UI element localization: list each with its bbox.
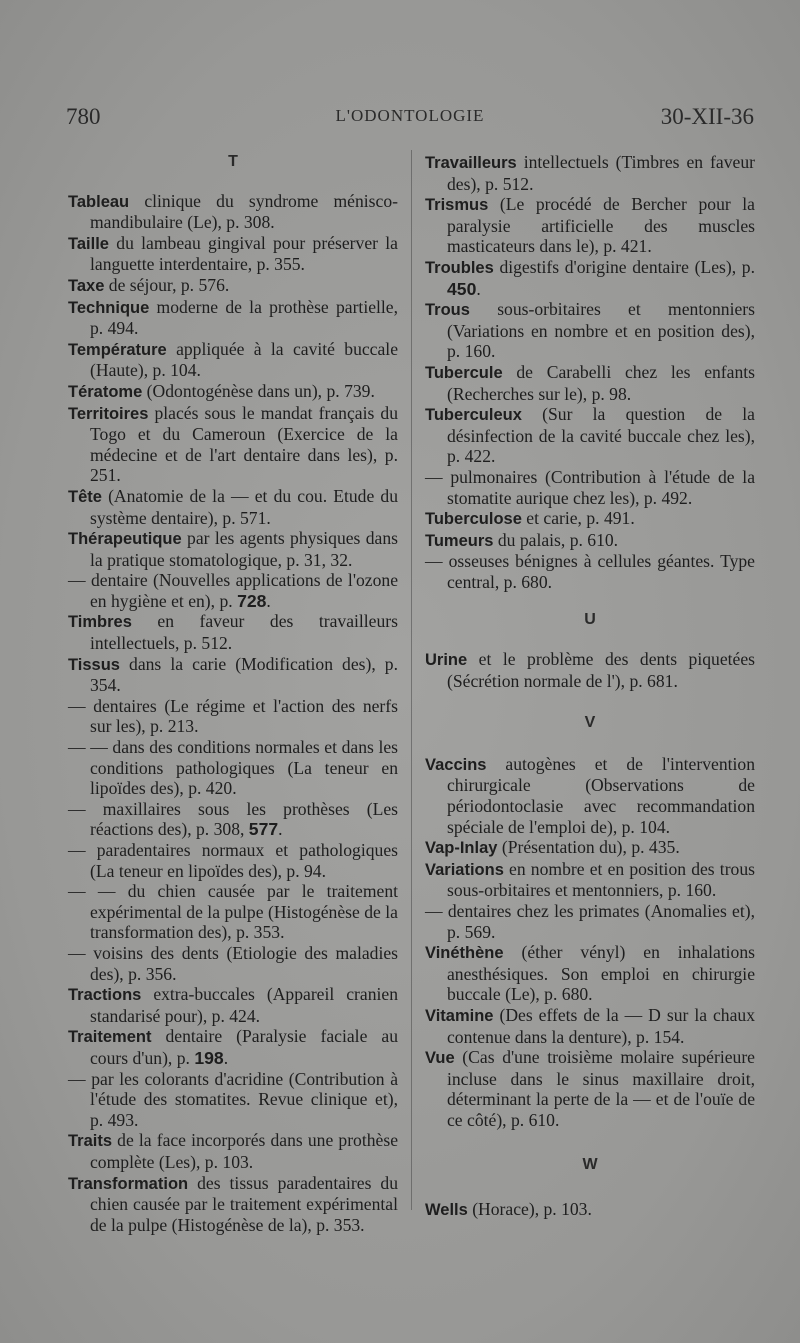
entry-text: appliquée à la cavité buccale (Haute), p. 104. — [90, 338, 398, 381]
running-header — [66, 104, 754, 134]
entry-text: de la face incorporés dans une prothèse complète (Les), p. 103. — [90, 1130, 398, 1172]
entry-text: clinique du syndrome méniscо-mandibulaire (Le), p. 308. — [90, 190, 398, 233]
index-entry — [425, 1005, 755, 1047]
entry-headword: Travailleurs — [425, 154, 517, 172]
left-column — [68, 152, 398, 1235]
entry-headword: Vaccins — [425, 755, 487, 774]
entry-headword: Tératome — [68, 382, 143, 401]
entry-text: du palais, p. 610. — [493, 529, 619, 550]
entry-headword: Urine — [425, 651, 468, 670]
entry-text: autogènes et de l'intervention chirurgicale (Observations de périodontoclasie avec recommandation spéciale de l'emploi de), p. 104. — [447, 753, 755, 837]
entry-list — [68, 191, 398, 1236]
entry-list — [425, 649, 755, 691]
entry-text: extra-buccales (Appareil cranien standarisé pour), p. 424. — [90, 984, 398, 1026]
entry-headword: Vap-Inlay — [425, 839, 498, 858]
entry-headword: Timbres — [68, 613, 132, 632]
index-entry — [68, 339, 398, 381]
entry-text: en nombre et en position des trous sous-orbitaires et mentonniers, p. 160. — [447, 858, 755, 901]
entry-text: (Anatomie de la — et du cou. Etude du système dentaire), p. 571. — [90, 485, 398, 528]
entry-text: de Carabelli chez les enfants (Recherches sur le), p. 98. — [447, 361, 755, 404]
entry-headword: Trous — [425, 301, 470, 320]
index-entry — [68, 881, 398, 943]
entry-list — [425, 754, 755, 1131]
entry-tail: . — [278, 819, 283, 840]
entry-text: — — du chien causée par le traitement expérimental de la pulpe (Histogénèse de la transformation des), p. 353. — [68, 881, 398, 943]
entry-headword: Traitement — [68, 1028, 152, 1047]
entry-bold-page: 577 — [248, 819, 279, 840]
index-entry — [425, 467, 755, 508]
entry-text: du lambeau gingival pour préserver la languette interdentaire, p. 355. — [90, 232, 398, 275]
index-entry — [68, 486, 398, 528]
index-entry — [68, 297, 398, 339]
entry-text: — paradentaires normaux et pathologiques (La teneur en lipoïdes des), p. 94. — [68, 840, 398, 881]
entry-headword: Vinéthène — [425, 944, 504, 963]
entry-text: intellectuels (Timbres en faveur des), p. 512. — [447, 152, 755, 194]
entry-text: sous-orbitaires et mentonniers (Variations en nombre et en position des), p. 160. — [447, 299, 755, 362]
entry-headword: Troubles — [425, 258, 494, 277]
entry-tail: . — [266, 590, 271, 611]
index-entry — [68, 611, 398, 653]
entry-headword: Tête — [68, 487, 102, 506]
index-entry — [68, 233, 398, 275]
index-entry — [68, 1130, 398, 1172]
index-entry — [425, 257, 755, 299]
index-entry — [68, 381, 398, 403]
index-entry — [425, 649, 755, 691]
entry-text: (Le procédé de Bercher pour la paralysie artificielle des muscles masticateurs dans le), p. 421. — [447, 194, 755, 257]
index-entry — [68, 403, 398, 486]
section-letter-t: T — [228, 153, 238, 170]
entry-headword: Tuberculose — [425, 510, 522, 529]
entry-text: dentaire (Paralysie faciale au cours d'un), p. — [90, 1026, 398, 1068]
entry-headword: Tuberculeux — [425, 406, 522, 425]
entry-headword: Transformation — [68, 1174, 189, 1193]
section-letter-u: U — [584, 611, 596, 629]
right-column — [425, 152, 755, 1221]
entry-text: moderne de la prothèse partielle, p. 494. — [90, 296, 398, 339]
entry-text: (Horace), p. 103. — [467, 1199, 592, 1220]
entry-headword: Vue — [425, 1049, 455, 1068]
entry-text: — — dans des conditions normales et dans les conditions pathologiques (La teneur en lipoïdes des), p. 420. — [68, 737, 398, 799]
entry-headword: Traits — [68, 1132, 113, 1151]
entry-text: — dentaire (Nouvelles applications de l'ozone en hygiène et en), p. — [68, 570, 398, 611]
entry-headword: Tubercule — [425, 363, 503, 382]
entry-tail: . — [223, 1047, 229, 1068]
entry-headword: Taille — [68, 234, 109, 253]
index-entry — [425, 837, 755, 859]
entry-headword: Température — [68, 340, 167, 359]
entry-text: digestifs d'origine dentaire (Les), p. — [493, 256, 755, 277]
index-entry — [68, 943, 398, 984]
entry-text: — osseuses bénignes à cellules géantes. Type central, p. 680. — [425, 551, 755, 592]
index-entry — [68, 984, 398, 1026]
entry-text: — dentaires (Le régime et l'action des nerfs sur les), p. 213. — [68, 695, 398, 737]
index-entry — [68, 1173, 398, 1236]
section-letter-v: V — [584, 714, 596, 732]
entry-headword: Territoires — [68, 404, 149, 423]
issue-date: 30-XII-36 — [660, 104, 754, 129]
entry-list — [425, 152, 755, 592]
index-entry — [425, 194, 755, 257]
entry-text: des tissus paradentaires du chien causée par le traitement expérimental de la pulpe (Histogénèse de la), p. 353. — [90, 1172, 398, 1235]
index-entry — [68, 570, 398, 611]
index-entry — [68, 528, 398, 570]
index-entry — [68, 1069, 398, 1131]
entry-text: (Odontogénèse dans un), p. 739. — [142, 380, 375, 401]
entry-text: (Présentation du), p. 435. — [497, 837, 680, 858]
entry-headword: Taxe — [68, 276, 105, 295]
entry-text: (Des effets de la — D sur la chaux contenue dans la denture), p. 154. — [447, 1004, 755, 1047]
entry-text: et le problème des dents piquetées (Sécrétion normale de l'), p. 681. — [447, 649, 755, 691]
entry-bold-page: 198 — [194, 1047, 224, 1068]
index-entry — [425, 942, 755, 1005]
page-number: 780 — [66, 104, 101, 129]
entry-headword: Variations — [425, 860, 504, 879]
index-entry — [425, 551, 755, 592]
index-entry — [68, 191, 398, 233]
entry-text: placés sous le mandat français du Togo et du Cameroun (Exercice de la médecine et de l'art dentaire dans les), p. 251. — [90, 402, 398, 486]
entry-list — [425, 1199, 755, 1221]
entry-headword: Tractions — [68, 986, 142, 1005]
entry-text: (éther vényl) en inhalations anesthésiques. Son emploi en chirurgie buccale (Le), p. 680. — [447, 942, 755, 1005]
entry-bold-page: 450 — [447, 278, 477, 299]
index-entry — [425, 299, 755, 362]
index-entry — [425, 1199, 755, 1221]
entry-headword: Tissus — [68, 655, 120, 674]
section-letter-w: W — [582, 1155, 598, 1173]
entry-tail: . — [476, 278, 481, 299]
entry-headword: Trismus — [425, 196, 489, 215]
index-entry — [425, 901, 755, 942]
index-entry — [425, 362, 755, 404]
entry-headword: Technique — [68, 298, 150, 317]
index-entry — [68, 799, 398, 840]
entry-headword: Tableau — [68, 192, 130, 211]
index-entry — [425, 508, 755, 530]
journal-title: L'ODONTOLOGIE — [335, 106, 485, 125]
index-entry — [425, 152, 755, 194]
entry-text: (Cas d'une troisième molaire supérieure incluse dans le sinus maxillaire droit, déterminant la perte de la — et de l'ouïe de ce côté), p. 610. — [447, 1047, 755, 1130]
entry-text: en faveur des travailleurs intellectuels, p. 512. — [90, 611, 398, 654]
entry-text: et carie, p. 491. — [521, 508, 635, 529]
entry-headword: Vitamine — [425, 1006, 494, 1025]
entry-bold-page: 728 — [237, 590, 267, 611]
entry-headword: Wells — [425, 1201, 468, 1220]
entry-text: — pulmonaires (Contribution à l'étude de la stomatite aurique chez les), p. 492. — [425, 466, 755, 508]
entry-text: de séjour, p. 576. — [104, 274, 230, 295]
index-entry — [425, 404, 755, 467]
index-entry — [68, 654, 398, 696]
entry-text: dans la carie (Modification des), p. 354. — [90, 653, 398, 696]
index-entry — [68, 696, 398, 737]
index-entry — [68, 1026, 398, 1068]
index-entry — [425, 859, 755, 901]
entry-headword: Tumeurs — [425, 531, 494, 550]
index-entry — [425, 1047, 755, 1130]
entry-text: — voisins des dents (Etiologie des maladies des), p. 356. — [68, 942, 398, 984]
index-entry — [68, 840, 398, 881]
entry-headword: Thérapeutique — [68, 530, 182, 549]
entry-text: — maxillaires sous les prothèses (Les réactions des), p. 308, — [68, 798, 398, 840]
column-divider — [411, 150, 412, 1210]
entry-text: (Sur la question de la désinfection de la cavité buccale chez les), p. 422. — [447, 404, 755, 467]
index-entry — [68, 737, 398, 799]
index-entry — [425, 754, 755, 837]
entry-text: — dentaires chez les primates (Anomalies et), p. 569. — [425, 901, 755, 942]
index-entry — [68, 275, 398, 297]
index-entry — [425, 530, 755, 552]
entry-text: par les agents physiques dans la pratique stomatologique, p. 31, 32. — [90, 528, 398, 570]
entry-text: — par les colorants d'acridine (Contribution à l'étude des stomatites. Revue clinique et), p. 493. — [68, 1068, 398, 1130]
